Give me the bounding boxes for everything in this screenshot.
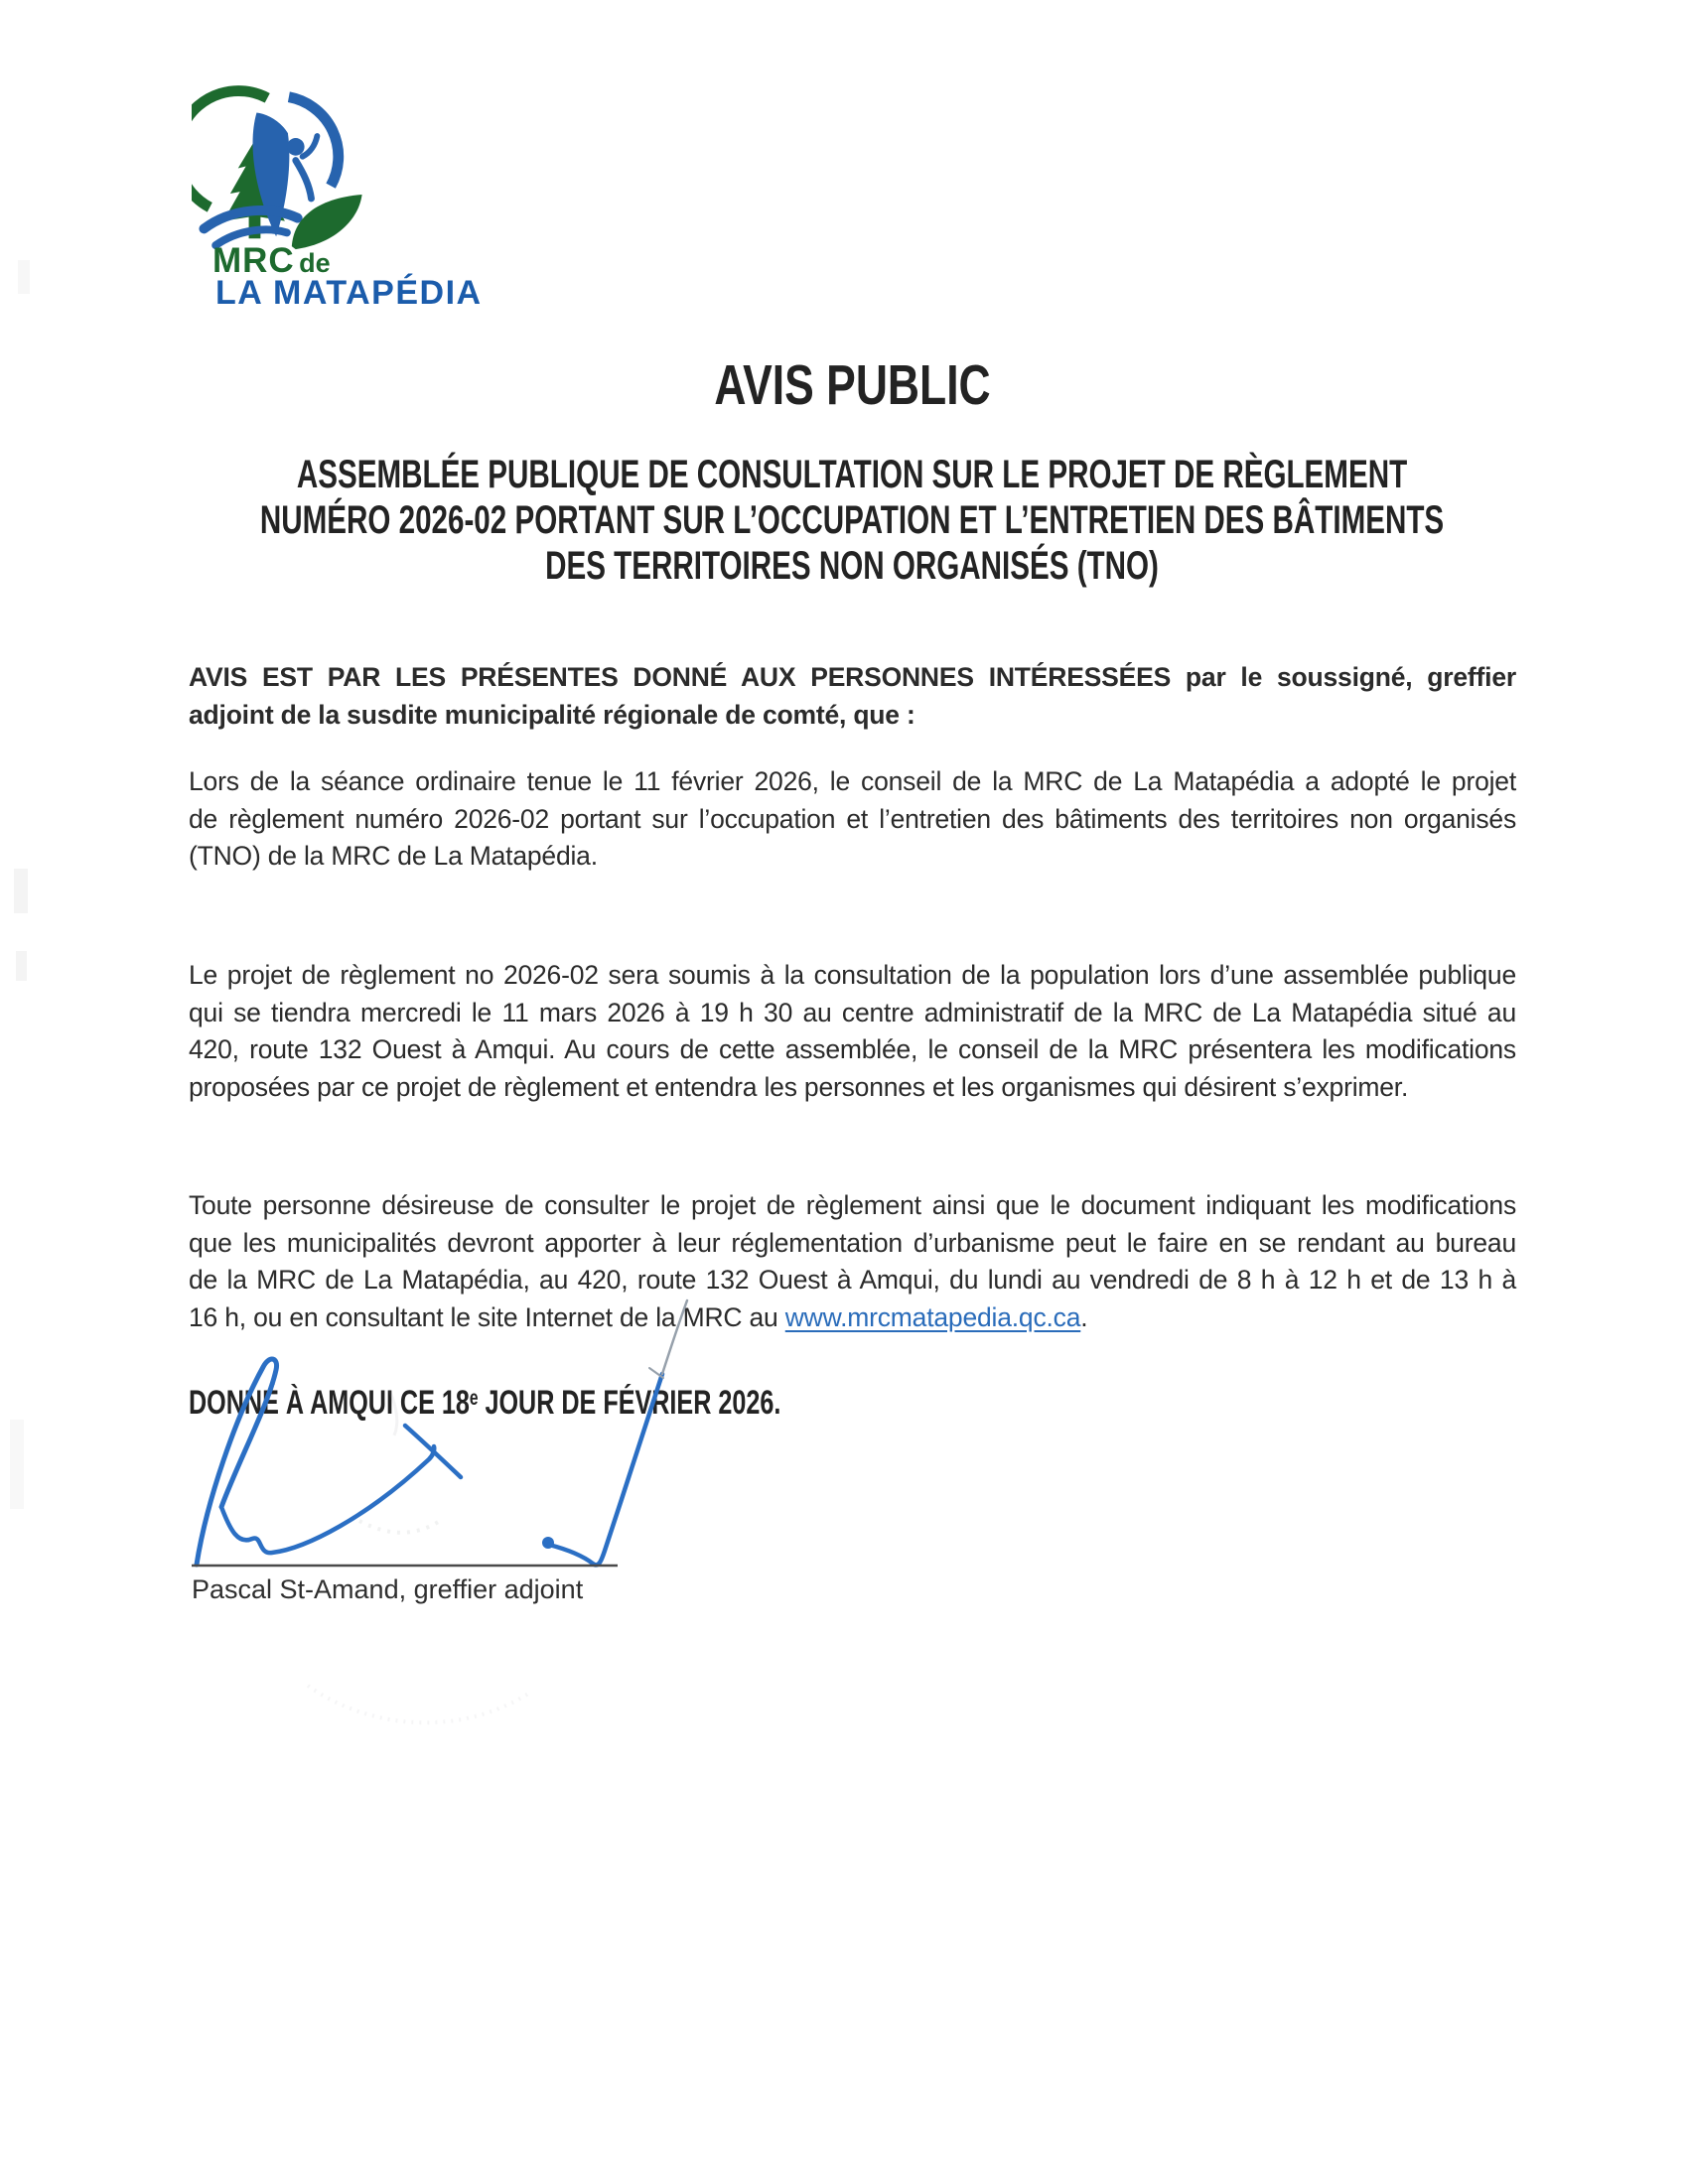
paragraph-assembly xyxy=(189,957,1516,1106)
text-line: 420, route 132 Ouest à Amqui. Au cours de cette assemblée, le conseil de la MRC présentera les modifications xyxy=(189,1034,1516,1064)
paragraph-intro xyxy=(189,659,1516,734)
scan-artifact xyxy=(14,869,28,913)
signer-name: Pascal St-Amand, greffier adjoint xyxy=(192,1574,584,1604)
text-line: de règlement numéro 2026-02 portant sur l’occupation et l’entretien des bâtiments des territoires non organisés xyxy=(189,803,1516,834)
handwritten-signature xyxy=(139,1271,735,1747)
ordinal-superscript: e xyxy=(469,1387,479,1410)
paragraph-adoption xyxy=(189,763,1516,876)
link-prefix-text: 16 h, ou en consultant le site Internet de la MRC au xyxy=(189,1301,785,1332)
text-line: adjoint de la susdite municipalité régionale de comté, que : xyxy=(189,699,915,730)
text-line: AVIS EST PAR LES PRÉSENTES DONNÉ AUX PERSONNES INTÉRESSÉES par le soussigné, greffier xyxy=(189,662,1516,692)
link-suffix-text: . xyxy=(1080,1301,1088,1332)
scan-artifact xyxy=(10,1420,24,1509)
text-line: Lors de la séance ordinaire tenue le 11 février 2026, le conseil de la MRC de La Matapédia a adopté le projet xyxy=(189,766,1516,796)
text-line: Le projet de règlement no 2026-02 sera soumis à la consultation de la population lors d’une assemblée publique xyxy=(189,960,1516,990)
text-line: que les municipalités devront apporter à leur réglementation d’urbanisme peut le faire en se rendant au bureau xyxy=(189,1227,1516,1258)
text-line: Toute personne désireuse de consulter le projet de règlement ainsi que le document indiquant les modifications xyxy=(189,1190,1516,1220)
logo-de-text: de xyxy=(299,248,331,278)
logo-wordmark-line2: LA MATAPÉDIA xyxy=(215,274,483,312)
subtitle-line: NUMÉRO 2026-02 PORTANT SUR L’OCCUPATION ET L’ENTRETIEN DES BÂTIMENTS xyxy=(259,498,1445,542)
subtitle-line: DES TERRITOIRES NON ORGANISÉS (TNO) xyxy=(545,544,1159,588)
scan-artifact xyxy=(18,260,30,294)
text-line: (TNO) de la MRC de La Matapédia. xyxy=(189,841,598,871)
page-title: AVIS PUBLIC xyxy=(714,353,991,417)
text-line: de la MRC de La Matapédia, au 420, route 132 Ouest à Amqui, du lundi au vendredi de 8 h à 12 h et de 13 h à xyxy=(189,1265,1516,1295)
mrc-matapedia-logo-icon xyxy=(192,82,372,253)
subtitle-line: ASSEMBLÉE PUBLIQUE DE CONSULTATION SUR LE PROJET DE RÈGLEMENT xyxy=(296,453,1408,496)
mrc-website-link[interactable]: www.mrcmatapedia.qc.ca xyxy=(784,1301,1081,1332)
text-line: proposées par ce projet de règlement et entendra les personnes et les organismes qui désirent s’exprimer. xyxy=(189,1071,1409,1102)
logo-mrc-text: MRC xyxy=(212,241,295,280)
dateline-text: DONNÉ À AMQUI CE 18 xyxy=(189,1384,470,1422)
mrc-matapedia-logo xyxy=(192,82,569,321)
notice-subtitle xyxy=(187,452,1516,589)
text-line: qui se tiendra mercredi le 11 mars 2026 à 19 h 30 au centre administratif de la MRC de La Matapédia situé au xyxy=(189,997,1516,1027)
scan-artifact xyxy=(16,951,27,981)
dateline-text: JOUR DE FÉVRIER 2026. xyxy=(478,1384,781,1422)
